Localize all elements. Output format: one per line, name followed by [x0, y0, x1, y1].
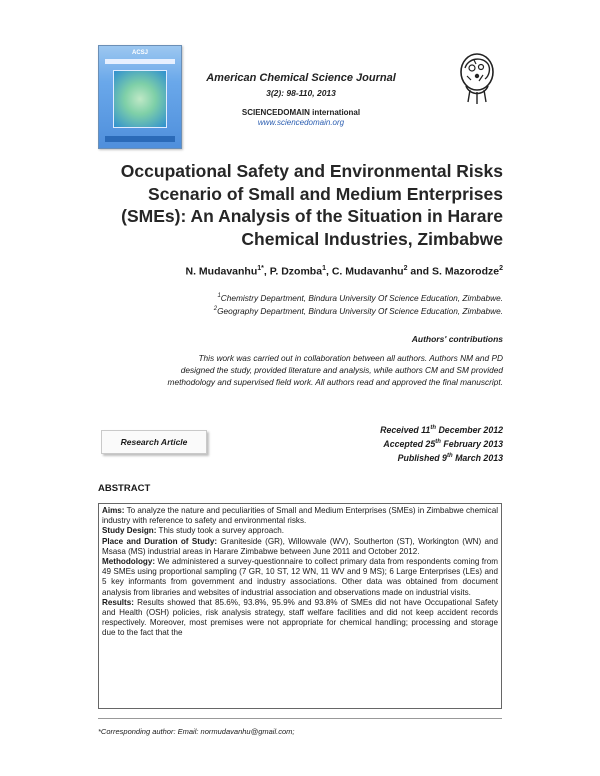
- abstract-section: [102, 598, 498, 639]
- abstract-text: To analyze the nature and peculiarities of Small and Medium Enterprises (SMEs) in Zimbabwe chemical industry with reference to safety and environmental risks.: [102, 506, 498, 526]
- contributions-text: [98, 352, 503, 388]
- abstract-text: Graniteside (GR), Willowvale (WV), Southerton (ST), Workington (WN) and Msasa (MS) industrial areas in Harare Zimbabwe between June 2011 and October 2012.: [102, 536, 498, 556]
- paper-title-line: Occupational Safety and Environmental Risks: [120, 161, 503, 181]
- abstract-section: [102, 526, 498, 536]
- author-separator: and: [407, 265, 432, 278]
- contributions-line: designed the study, provided literature and analysis, while authors CM and SM provided: [180, 365, 503, 375]
- abstract-section: [102, 537, 498, 557]
- date-published: Published 9th March 2013: [397, 452, 503, 463]
- abstract-text: We administered a survey-questionnaire to collect primary data from respondents coming from 49 SMEs using proportional sampling (7 GR, 10 ST, 12 WN, 11 WV and 9 MS); 6 Large Enterprises (LEs) and 5 key informants from government and industry associations. Other data was obtained from document analysis from libraries and websites of industrial association and observations made on industrial visits.: [102, 557, 498, 597]
- contributions-heading: Authors' contributions: [411, 334, 503, 344]
- publication-dates: [300, 422, 503, 464]
- article-type-badge: Research Article: [101, 430, 207, 454]
- paper-title-line: Scenario of Small and Medium Enterprises: [148, 183, 503, 204]
- affiliations: [98, 291, 503, 318]
- abstract-section: [102, 557, 498, 598]
- abstract-box: [98, 503, 502, 709]
- affiliation-mark: 1: [217, 293, 221, 299]
- abstract-text: This study took a survey approach.: [156, 526, 285, 536]
- abstract-label: Place and Duration of Study:: [102, 536, 218, 546]
- author-separator: ,: [263, 265, 270, 278]
- author-affiliation-mark: 1: [322, 265, 326, 272]
- journal-volume: 3(2): 98-110, 2013: [266, 88, 336, 98]
- contributions-line: methodology and supervised field work. All authors read and approved the final manuscript.: [167, 377, 503, 387]
- author-affiliation-mark: 2: [499, 265, 503, 272]
- author-affiliation-mark: 2: [403, 265, 408, 272]
- affiliation-line: [98, 291, 503, 304]
- paper-title-line: (SMEs): An Analysis of the Situation in Harare: [121, 206, 503, 226]
- publisher-url-link[interactable]: www.sciencedomain.org: [257, 118, 345, 127]
- author-name: S. Mazorodze: [432, 265, 500, 278]
- abstract-section: [102, 506, 498, 526]
- abstract-label: Aims:: [102, 506, 125, 515]
- author-name: C. Mudavanhu: [331, 265, 404, 278]
- publisher-name: SCIENCEDOMAIN international: [241, 108, 361, 117]
- footnote-divider: [98, 718, 502, 719]
- contributions-line: This work was carried out in collaboration between all authors. Authors NM and PD: [198, 353, 503, 363]
- journal-title: American Chemical Science Journal: [206, 72, 396, 84]
- date-received: Received 11th December 2012: [380, 424, 503, 435]
- publisher-logo-icon: [452, 50, 502, 106]
- paper-title: [98, 160, 503, 250]
- author-affiliation-mark: 1*: [257, 265, 264, 272]
- date-accepted: Accepted 25th February 2013: [383, 438, 503, 449]
- cover-band: [105, 59, 175, 64]
- author-name: N. Mudavanhu: [185, 265, 258, 278]
- author-separator: ,: [325, 265, 332, 278]
- affiliation-line: [98, 304, 503, 317]
- abstract-label: Results:: [102, 597, 134, 607]
- author-name: P. Dzomba: [269, 265, 323, 278]
- paper-title-line: Chemical Industries, Zimbabwe: [241, 228, 503, 249]
- journal-cover-image: [98, 45, 182, 149]
- affiliation-mark: 2: [213, 306, 218, 313]
- author-list: [98, 265, 503, 278]
- cover-artwork: [113, 70, 167, 128]
- abstract-text: Results showed that 85.6%, 93.8%, 95.9% and 93.8% of SMEs did not have Occupational Safety and Health (OSH) policies, risk analysis strategy, staff welfare facilities and did not keep accident records respectively. Moreover, most premises were not appropriate for chemical handling; processing and storage due to the fact that the: [102, 597, 498, 638]
- abstract-heading: ABSTRACT: [98, 483, 151, 494]
- corresponding-author-footnote: *Corresponding author: Email: normudavanhu@gmail.com;: [98, 727, 295, 736]
- journal-header: [196, 72, 406, 127]
- affiliation-text: Geography Department, Bindura University Of Science Education, Zimbabwe.: [217, 306, 503, 317]
- cover-label: ACSJ: [131, 50, 148, 56]
- cover-footer: [105, 136, 175, 142]
- abstract-label: Methodology:: [102, 557, 156, 567]
- abstract-label: Study Design:: [102, 526, 157, 536]
- affiliation-text: Chemistry Department, Bindura University Of Science Education, Zimbabwe.: [220, 292, 503, 303]
